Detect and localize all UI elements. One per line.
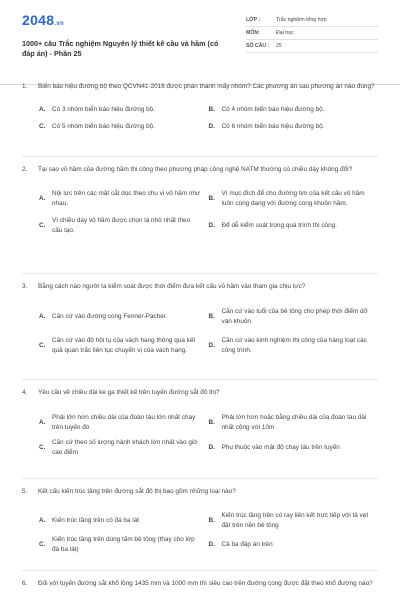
question-item (22, 487, 378, 557)
answer-option[interactable] (39, 304, 209, 330)
question-divider (22, 478, 378, 479)
answer-option[interactable] (209, 102, 379, 119)
option-text: Để dễ kiểm soát trong quá trình thi công. (221, 221, 337, 229)
option-letter: C. (39, 341, 46, 349)
option-text: Có 3 nhóm biển báo hiệu đường bộ. (52, 106, 155, 114)
question-item (22, 388, 378, 460)
answer-option[interactable] (209, 410, 379, 436)
info-table (246, 14, 378, 53)
question-stem (22, 487, 378, 497)
subject-label: MÔN: (246, 30, 260, 36)
page-header (22, 12, 378, 74)
answer-options (22, 509, 378, 557)
option-text: Căn cứ vào đường cong Fenner-Pacher. (52, 312, 168, 320)
option-text: Kiến trúc tầng trên có ray liên kết trực tiếp với tà vẹt đặt trên nền bê tông (221, 512, 369, 529)
question-text: Đối với tuyến đường sắt khổ lồng 1435 mm và 1000 mm thì siêu cao trên đường cong được đặt theo khổ đường nào? (38, 580, 373, 587)
answer-option[interactable] (209, 533, 379, 557)
answer-option[interactable] (209, 436, 379, 460)
option-text: Cả ba đáp án trên (221, 540, 273, 548)
option-letter: A. (39, 418, 46, 426)
option-text: Kiến trúc tầng trên có đá ba lát (52, 516, 140, 524)
class-row (246, 14, 378, 27)
answer-option[interactable] (39, 533, 209, 557)
answer-option[interactable] (209, 330, 379, 362)
question-divider (22, 379, 378, 380)
option-text: Phụ thuộc vào mật độ chạy tàu trên tuyến (221, 443, 340, 451)
question-item (22, 579, 378, 589)
option-letter: A. (39, 312, 46, 320)
question-number: 1. (22, 83, 28, 90)
answer-option[interactable] (39, 436, 209, 460)
page-title: 1000+ câu Trắc nghiệm Nguyên lý thiết kế cầu và hầm (có đáp án) - Phần 25 (22, 39, 219, 58)
option-text: Vì chiều dày vỏ hầm được chọn là nhỏ nhất theo cấu tạo. (52, 217, 191, 234)
question-stem (22, 165, 378, 175)
option-text: Phải lớn hơn chiều dài của đoàn tàu lớn nhất chạy trên tuyến đó (52, 414, 196, 431)
question-number: 4. (22, 389, 28, 396)
question-item (22, 165, 378, 239)
count-row (246, 40, 378, 53)
answer-option[interactable] (209, 304, 379, 330)
question-number: 6. (22, 580, 28, 587)
question-text: Biển báo hiệu đường bộ theo QCVN41-2016 được phân thành mấy nhóm? Các phương án sau phương án nào đúng? (38, 83, 375, 90)
option-text: Căn cứ vào độ hội tụ của vách hang thông qua kết quả quan trắc liên tục chuyển vị của vách hang. (52, 337, 196, 354)
count-value: 25 (276, 43, 282, 49)
option-text: Vì mục đích để cho đường tim của kết cấu vỏ hầm luôn cùng dạng với đường cong khuôn hầm. (221, 190, 365, 207)
option-letter: B. (208, 194, 215, 202)
option-text: Phải lớn hơn hoặc bằng chiều dài của đoàn tàu dài nhất cộng với 10m (221, 414, 367, 431)
answer-option[interactable] (209, 119, 379, 136)
option-text: Căn cứ vào kinh nghiệm thi công của hàng loạt các công trình. (221, 337, 367, 354)
option-letter: D. (208, 540, 215, 548)
answer-options (22, 185, 378, 239)
option-text: Căn cứ vào tuổi của bê tông cho phép thời điểm dỡ ván khuôn. (221, 308, 368, 325)
question-text: Tại sao vỏ hầm của đường hầm thi công theo phương pháp công nghệ NATM thường có chiều dày không đổi? (38, 166, 353, 173)
option-letter: B. (208, 312, 215, 320)
option-letter: A. (39, 516, 46, 524)
question-stem (22, 579, 378, 589)
subject-value: Đại học (276, 30, 294, 36)
option-letter: D. (208, 221, 215, 229)
option-letter: B. (208, 418, 215, 426)
question-divider (22, 273, 378, 274)
subject-row (246, 27, 378, 40)
answer-option[interactable] (39, 509, 209, 533)
class-label: LỚP : (246, 17, 261, 23)
option-text: Kiến trúc tầng trên dùng tấm bê tông (thay cho lớp đá ba lát) (52, 536, 195, 553)
option-letter: B. (208, 516, 215, 524)
answer-option[interactable] (209, 185, 379, 213)
option-text: Căn cứ theo số lượng hành khách lớn nhất vào giờ cao điểm (52, 439, 198, 456)
option-letter: D. (208, 443, 215, 451)
option-letter: A. (39, 106, 46, 114)
option-text: Có 4 nhóm biển báo hiệu đường bộ. (221, 106, 325, 114)
question-item (22, 282, 378, 362)
option-letter: B. (208, 106, 215, 114)
answer-option[interactable] (39, 102, 209, 119)
option-letter: D. (208, 341, 215, 349)
question-stem (22, 282, 378, 292)
question-item (22, 82, 378, 136)
logo-main-text: 2048 (22, 12, 55, 28)
question-text: Bằng cách nào người ta kiểm soát được thời điểm đưa kết cấu vỏ hầm vào tham gia chịu lực? (38, 283, 306, 290)
question-number: 2. (22, 166, 28, 173)
count-label: SỐ CÂU : (246, 43, 270, 49)
answer-options (22, 410, 378, 460)
option-letter: C. (39, 221, 46, 229)
question-divider (22, 570, 378, 571)
question-stem (22, 82, 378, 92)
question-text: Kết cấu kiến trúc tầng trên đường sắt đô thị bao gồm những loại nào? (38, 488, 236, 495)
answer-option[interactable] (39, 185, 209, 213)
answer-option[interactable] (39, 330, 209, 362)
option-letter: C. (39, 540, 46, 548)
answer-option[interactable] (39, 119, 209, 136)
answer-option[interactable] (209, 509, 379, 533)
answer-option[interactable] (209, 213, 379, 239)
class-value: Trắc nghiệm tổng hợp (276, 17, 327, 23)
answer-options (22, 304, 378, 362)
option-letter: D. (208, 123, 215, 131)
question-number: 3. (22, 283, 28, 290)
answer-option[interactable] (39, 410, 209, 436)
option-letter: A. (39, 194, 46, 202)
answer-options (22, 102, 378, 136)
question-text: Yêu cầu về chiều dài ke ga thiết kế trên tuyến đường sắt đô thị? (38, 389, 220, 396)
answer-option[interactable] (39, 213, 209, 239)
question-stem (22, 388, 378, 398)
option-text: Có 5 nhóm biển báo hiệu đường bộ. (52, 123, 155, 131)
option-letter: C. (39, 123, 46, 131)
option-text: Có 6 nhóm biển báo hiệu đường bộ. (221, 123, 325, 131)
option-text: Nội lực trên các mặt cắt dọc theo chu vi vỏ hầm như nhau. (52, 190, 201, 207)
logo-suffix-text: .vn (54, 21, 64, 27)
option-letter: C. (39, 443, 46, 451)
site-logo[interactable] (22, 12, 232, 32)
header-left (22, 12, 232, 58)
question-number: 5. (22, 488, 28, 495)
question-divider (22, 156, 378, 157)
